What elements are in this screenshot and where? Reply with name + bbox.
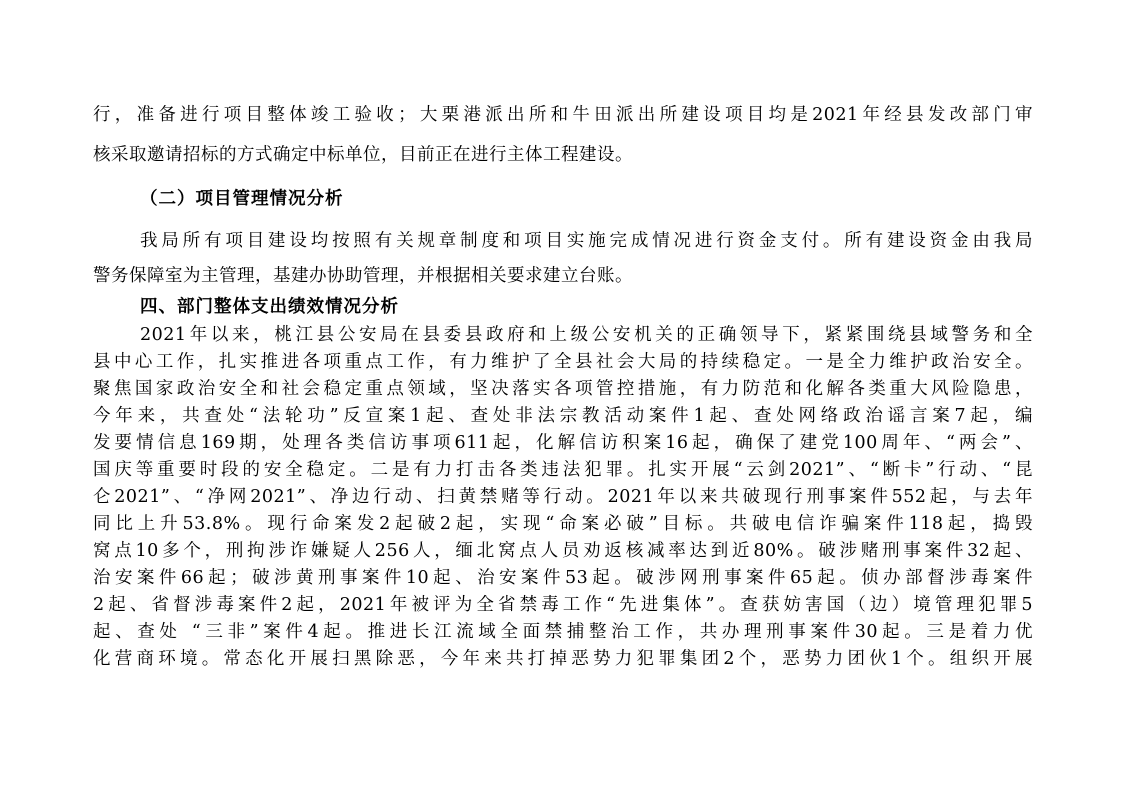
paragraph-line: 同比上升53.8%。现行命案发2起破2起，实现“命案必破”目标。共破电信诈骗案件118起，捣毁 xyxy=(93,514,1033,534)
paragraph-line: 县中心工作，扎实推进各项重点工作，有力维护了全县社会大局的持续稳定。一是全力维护政治安全。 xyxy=(93,352,1033,372)
paragraph-line: 核采取邀请招标的方式确定中标单位，目前正在进行主体工程建设。 xyxy=(93,145,633,165)
section-heading-performance-analysis: 四、部门整体支出绩效情况分析 xyxy=(140,297,399,317)
paragraph-line: 2起、省督涉毒案件2起，2021年被评为全省禁毒工作“先进集体”。查获妨害国（边）境管理犯罪5 xyxy=(93,595,1033,615)
paragraph-line: 治安案件66起；破涉黄刑事案件10起、治安案件53起。破涉网刑事案件65起。侦办部督涉毒案件 xyxy=(93,568,1033,588)
paragraph-line: 国庆等重要时段的安全稳定。二是有力打击各类违法犯罪。扎实开展“云剑2021”、“断卡”行动、“昆 xyxy=(93,460,1033,480)
paragraph-line: 警务保障室为主管理，基建办协助管理，并根据相关要求建立台账。 xyxy=(93,266,633,286)
paragraph-line: 行，准备进行项目整体竣工验收；大栗港派出所和牛田派出所建设项目均是2021年经县发改部门审 xyxy=(93,105,1033,125)
paragraph-line: 起、查处 “三非”案件4起。推进长江流域全面禁捕整治工作，共办理刑事案件30起。三是着力优 xyxy=(93,622,1033,642)
paragraph-line: 聚焦国家政治安全和社会稳定重点领域，坚决落实各项管控措施，有力防范和化解各类重大风险隐患， xyxy=(93,379,1033,399)
paragraph-line: 化营商环境。常态化开展扫黑除恶，今年来共打掉恶势力犯罪集团2个，恶势力团伙1个。组织开展 xyxy=(93,649,1033,669)
paragraph-line: 发要情信息169期，处理各类信访事项611起，化解信访积案16起，确保了建党100周年、“两会”、 xyxy=(93,433,1033,453)
paragraph-line: 仑2021”、“净网2021”、净边行动、扫黄禁赌等行动。2021年以来共破现行刑事案件552起，与去年 xyxy=(93,487,1033,507)
paragraph-line: 我局所有项目建设均按照有关规章制度和项目实施完成情况进行资金支付。所有建设资金由我局 xyxy=(140,231,1033,251)
paragraph-line: 窝点10多个，刑拘涉诈嫌疑人256人，缅北窝点人员劝返核减率达到近80%。破涉赌刑事案件32起、 xyxy=(93,541,1033,561)
section-heading-project-management: （二）项目管理情况分析 xyxy=(140,189,344,209)
paragraph-line: 今年来，共查处“法轮功”反宣案1起、查处非法宗教活动案件1起、查处网络政治谣言案7起，编 xyxy=(93,406,1033,426)
paragraph-line: 2021年以来，桃江县公安局在县委县政府和上级公安机关的正确领导下，紧紧围绕县域警务和全 xyxy=(140,325,1033,345)
